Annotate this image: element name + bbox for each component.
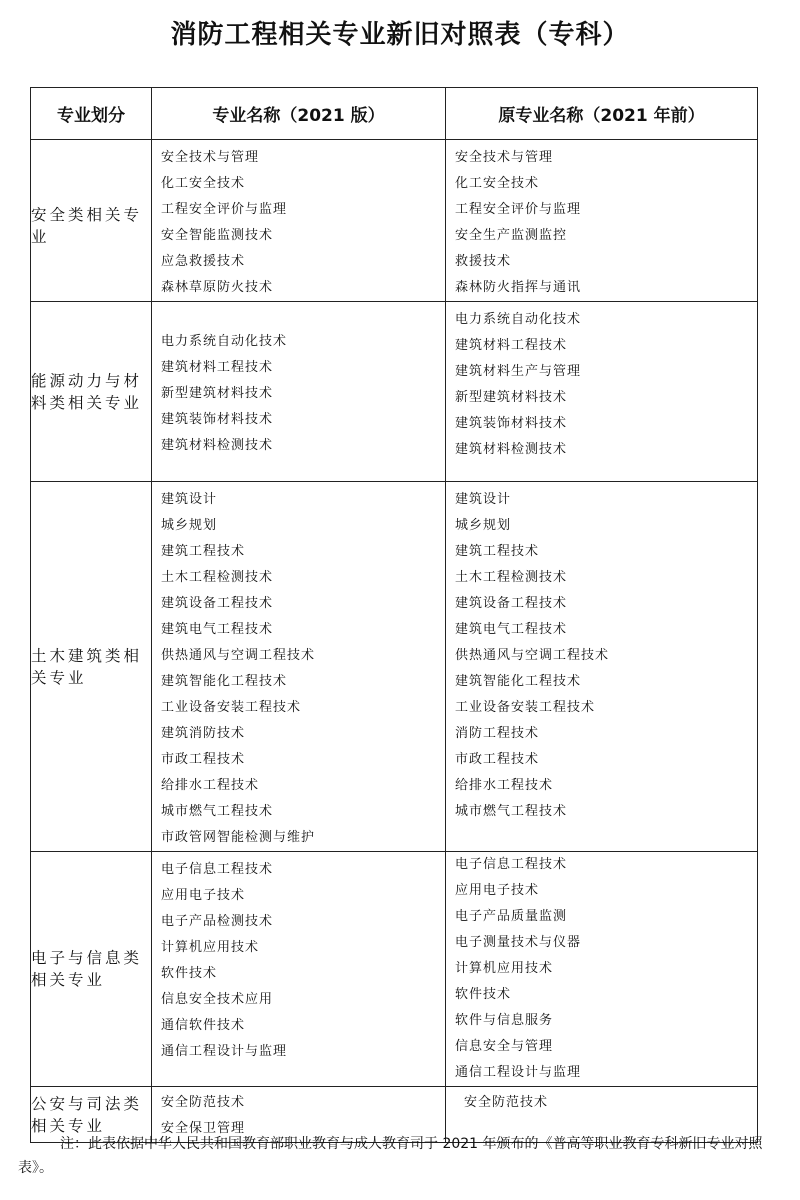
list-item: 应用电子技术 — [161, 888, 246, 903]
old-major-cell — [446, 482, 758, 852]
list-item: 信息安全技术应用 — [161, 992, 274, 1007]
list-item: 通信工程设计与监理 — [161, 1044, 288, 1059]
list-item: 建筑智能化工程技术 — [455, 674, 582, 689]
list-item: 电子测量技术与仪器 — [455, 935, 582, 950]
list-item: 建筑装饰材料技术 — [455, 416, 568, 431]
list-item: 安全技术与管理 — [455, 150, 554, 165]
list-item: 应急救援技术 — [161, 254, 246, 269]
list-item: 工程安全评价与监理 — [161, 202, 288, 217]
list-item: 安全智能监测技术 — [161, 228, 274, 243]
list-item: 建筑消防技术 — [161, 726, 246, 741]
list-item: 建筑电气工程技术 — [161, 622, 274, 637]
category-cell: 电子与信息类相关专业 — [31, 852, 152, 1087]
list-item: 应用电子技术 — [455, 883, 540, 898]
list-item: 安全保卫管理 — [161, 1121, 246, 1136]
list-item: 建筑工程技术 — [455, 544, 540, 559]
list-item: 安全技术与管理 — [161, 150, 260, 165]
old-major-cell — [446, 852, 758, 1087]
list-item: 新型建筑材料技术 — [455, 390, 568, 405]
header-category: 专业划分 — [31, 88, 152, 140]
old-major-cell — [446, 302, 758, 482]
list-item: 建筑设备工程技术 — [161, 596, 274, 611]
list-item: 安全防范技术 — [464, 1095, 549, 1110]
list-item: 通信工程设计与监理 — [455, 1065, 582, 1080]
list-item: 给排水工程技术 — [455, 778, 554, 793]
footnote: 注：此表依据中华人民共和国教育部职业教育与成人教育司于 2021 年颁布的《普高等职业教育专科新旧专业对照表》。 — [18, 1136, 763, 1176]
list-item: 建筑设计 — [455, 492, 512, 507]
list-item: 救援技术 — [455, 254, 512, 269]
list-item: 安全生产监测监控 — [455, 228, 568, 243]
list-item: 建筑材料检测技术 — [161, 438, 274, 453]
list-item: 建筑材料检测技术 — [455, 442, 568, 457]
page-title: 消防工程相关专业新旧对照表（专科） — [170, 20, 630, 50]
list-item: 新型建筑材料技术 — [161, 386, 274, 401]
list-item: 给排水工程技术 — [161, 778, 260, 793]
new-major-cell — [152, 482, 446, 852]
old-major-cell — [446, 140, 758, 302]
list-item: 建筑材料生产与管理 — [455, 364, 582, 379]
list-item: 城乡规划 — [161, 518, 218, 533]
list-item: 通信软件技术 — [161, 1018, 246, 1033]
table-row — [31, 482, 758, 852]
list-item: 供热通风与空调工程技术 — [161, 648, 316, 663]
list-item: 建筑装饰材料技术 — [161, 412, 274, 427]
comparison-table — [30, 87, 758, 1143]
list-item: 化工安全技术 — [161, 176, 246, 191]
category-cell: 能源动力与材料类相关专业 — [31, 302, 152, 482]
list-item: 森林防火指挥与通讯 — [455, 280, 582, 295]
list-item: 城市燃气工程技术 — [455, 804, 568, 819]
list-item: 建筑材料工程技术 — [161, 360, 274, 375]
list-item: 土木工程检测技术 — [161, 570, 274, 585]
table-row — [31, 302, 758, 482]
table-header-row — [31, 88, 758, 140]
list-item: 电力系统自动化技术 — [455, 312, 582, 327]
list-item: 建筑设备工程技术 — [455, 596, 568, 611]
table-row — [31, 852, 758, 1087]
new-major-cell — [152, 140, 446, 302]
list-item: 市政工程技术 — [455, 752, 540, 767]
list-item: 工业设备安装工程技术 — [455, 700, 596, 715]
new-major-cell — [152, 852, 446, 1087]
list-item: 建筑设计 — [161, 492, 218, 507]
category-cell: 公安与司法类相关专业 — [31, 1087, 152, 1143]
category-cell: 安全类相关专业 — [31, 140, 152, 302]
header-new-name: 专业名称（2021 版） — [152, 88, 446, 140]
list-item: 信息安全与管理 — [455, 1039, 554, 1054]
list-item: 软件技术 — [455, 987, 512, 1002]
list-item: 城市燃气工程技术 — [161, 804, 274, 819]
list-item: 森林草原防火技术 — [161, 280, 274, 295]
list-item: 建筑工程技术 — [161, 544, 246, 559]
list-item: 电子产品质量监测 — [455, 909, 568, 924]
list-item: 土木工程检测技术 — [455, 570, 568, 585]
list-item: 建筑电气工程技术 — [455, 622, 568, 637]
list-item: 工业设备安装工程技术 — [161, 700, 302, 715]
header-old-name: 原专业名称（2021 年前） — [446, 88, 758, 140]
category-cell: 土木建筑类相关专业 — [31, 482, 152, 852]
list-item: 计算机应用技术 — [455, 961, 554, 976]
list-item: 市政工程技术 — [161, 752, 246, 767]
list-item: 计算机应用技术 — [161, 940, 260, 955]
list-item: 市政管网智能检测与维护 — [161, 830, 316, 845]
list-item: 供热通风与空调工程技术 — [455, 648, 610, 663]
new-major-cell — [152, 302, 446, 482]
list-item: 软件技术 — [161, 966, 218, 981]
list-item: 工程安全评价与监理 — [455, 202, 582, 217]
list-item: 消防工程技术 — [455, 726, 540, 741]
list-item: 安全防范技术 — [161, 1095, 246, 1110]
list-item: 建筑智能化工程技术 — [161, 674, 288, 689]
list-item: 电子信息工程技术 — [455, 857, 568, 872]
list-item: 电子产品检测技术 — [161, 914, 274, 929]
list-item: 建筑材料工程技术 — [455, 338, 568, 353]
list-item: 城乡规划 — [455, 518, 512, 533]
table-row — [31, 140, 758, 302]
list-item: 化工安全技术 — [455, 176, 540, 191]
list-item: 软件与信息服务 — [455, 1013, 554, 1028]
list-item: 电子信息工程技术 — [161, 862, 274, 877]
list-item: 电力系统自动化技术 — [161, 334, 288, 349]
